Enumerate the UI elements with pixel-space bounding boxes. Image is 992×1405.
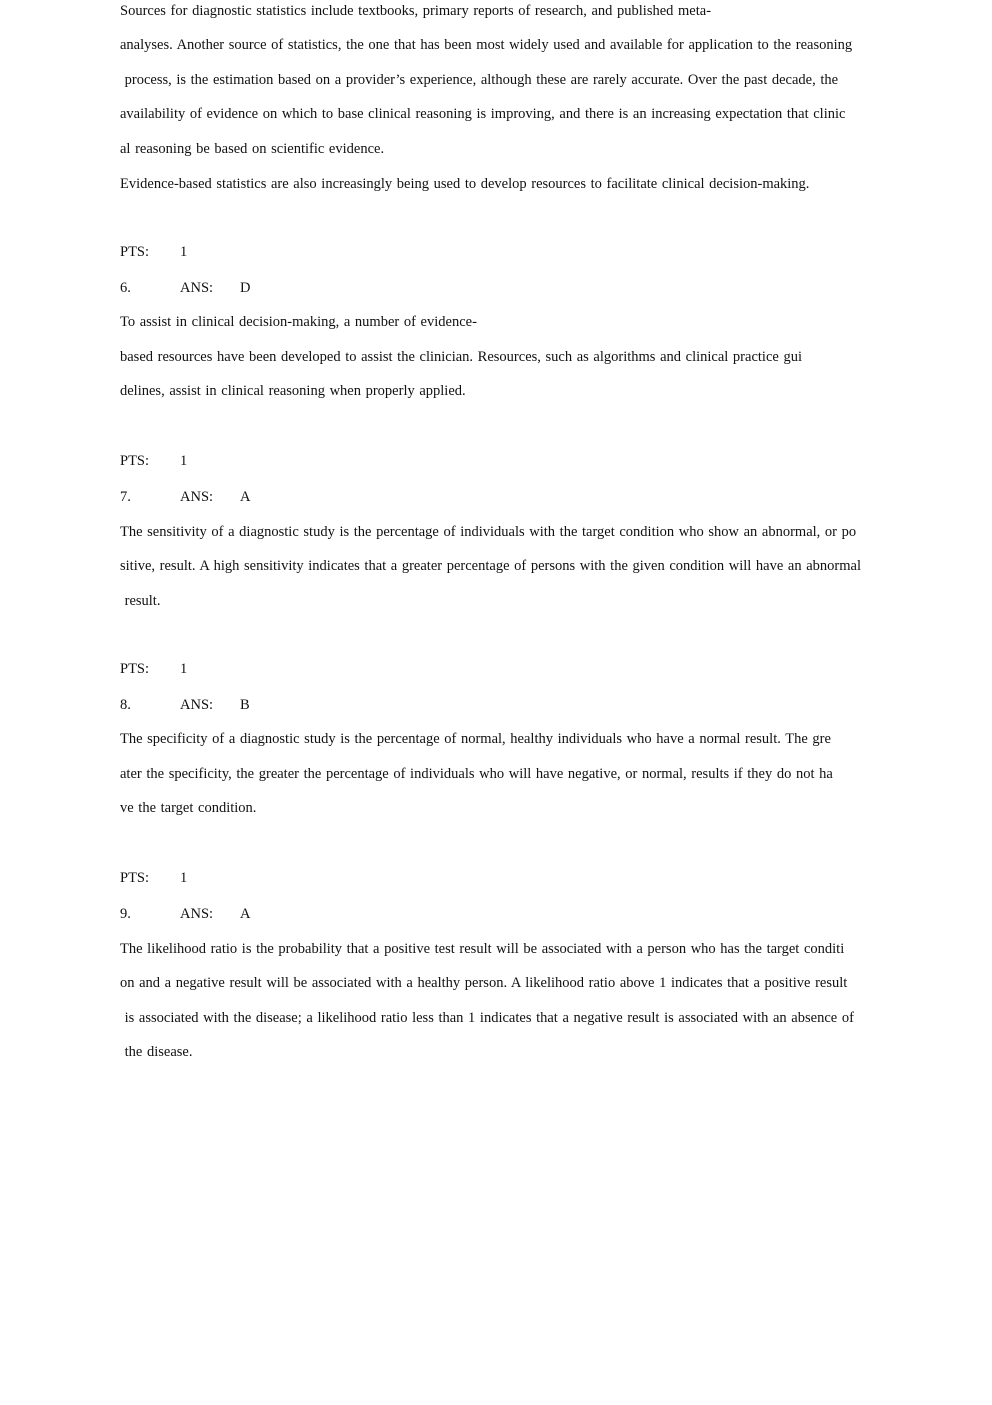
pts-value: 1 [180, 244, 188, 260]
answer-value: A [240, 906, 251, 922]
rationale-line: al reasoning be based on scientific evidence. [120, 141, 385, 157]
answer-label: ANS: [180, 697, 214, 713]
answer-value: D [240, 280, 251, 296]
rationale-line: based resources have been developed to assist the clinician. Resources, such as algorithms and clinical practice gui [120, 349, 802, 365]
pts-label: PTS: [120, 870, 150, 886]
rationale-line: is associated with the disease; a likelihood ratio less than 1 indicates that a negative result is associated with an absence of [120, 1010, 854, 1026]
rationale-line: The likelihood ratio is the probability that a positive test result will be associated with a person who has the target conditi [120, 941, 845, 957]
rationale-line: The specificity of a diagnostic study is the percentage of normal, healthy individuals who have a normal result. The gre [120, 731, 831, 747]
rationale-line: delines, assist in clinical reasoning when properly applied. [120, 383, 466, 399]
rationale-line: analyses. Another source of statistics, the one that has been most widely used and available for application to the reasoning [120, 37, 853, 53]
rationale-line: the disease. [120, 1044, 193, 1060]
question-number: 8. [120, 697, 131, 713]
rationale-line: ater the specificity, the greater the percentage of individuals who will have negative, or normal, results if they do not ha [120, 766, 833, 782]
pts-label: PTS: [120, 661, 150, 677]
question-number: 7. [120, 489, 131, 505]
answer-value: B [240, 697, 250, 713]
rationale-line: Evidence-based statistics are also increasingly being used to develop resources to facilitate clinical decision-making. [120, 176, 810, 192]
answer-label: ANS: [180, 906, 214, 922]
rationale-line: To assist in clinical decision-making, a number of evidence- [120, 314, 477, 330]
rationale-line: on and a negative result will be associated with a healthy person. A likelihood ratio above 1 indicates that a positive result [120, 975, 848, 991]
rationale-line: result. [120, 593, 161, 609]
question-number: 9. [120, 906, 131, 922]
pts-value: 1 [180, 870, 188, 886]
answer-value: A [240, 489, 251, 505]
rationale-line: Sources for diagnostic statistics include textbooks, primary reports of research, and published meta- [120, 3, 712, 19]
rationale-line: availability of evidence on which to base clinical reasoning is improving, and there is an increasing expectation that clinic [120, 106, 846, 122]
answer-label: ANS: [180, 489, 214, 505]
rationale-line: sitive, result. A high sensitivity indicates that a greater percentage of persons with the given condition will have an abnormal [120, 558, 861, 574]
pts-label: PTS: [120, 453, 150, 469]
rationale-line: ve the target condition. [120, 800, 257, 816]
pts-value: 1 [180, 661, 188, 677]
pts-value: 1 [180, 453, 188, 469]
pts-label: PTS: [120, 244, 150, 260]
rationale-line: process, is the estimation based on a provider’s experience, although these are rarely accurate. Over the past decade, the [120, 72, 839, 88]
question-number: 6. [120, 280, 131, 296]
rationale-line: The sensitivity of a diagnostic study is the percentage of individuals with the target condition who show an abnormal, or po [120, 524, 857, 540]
answer-label: ANS: [180, 280, 214, 296]
